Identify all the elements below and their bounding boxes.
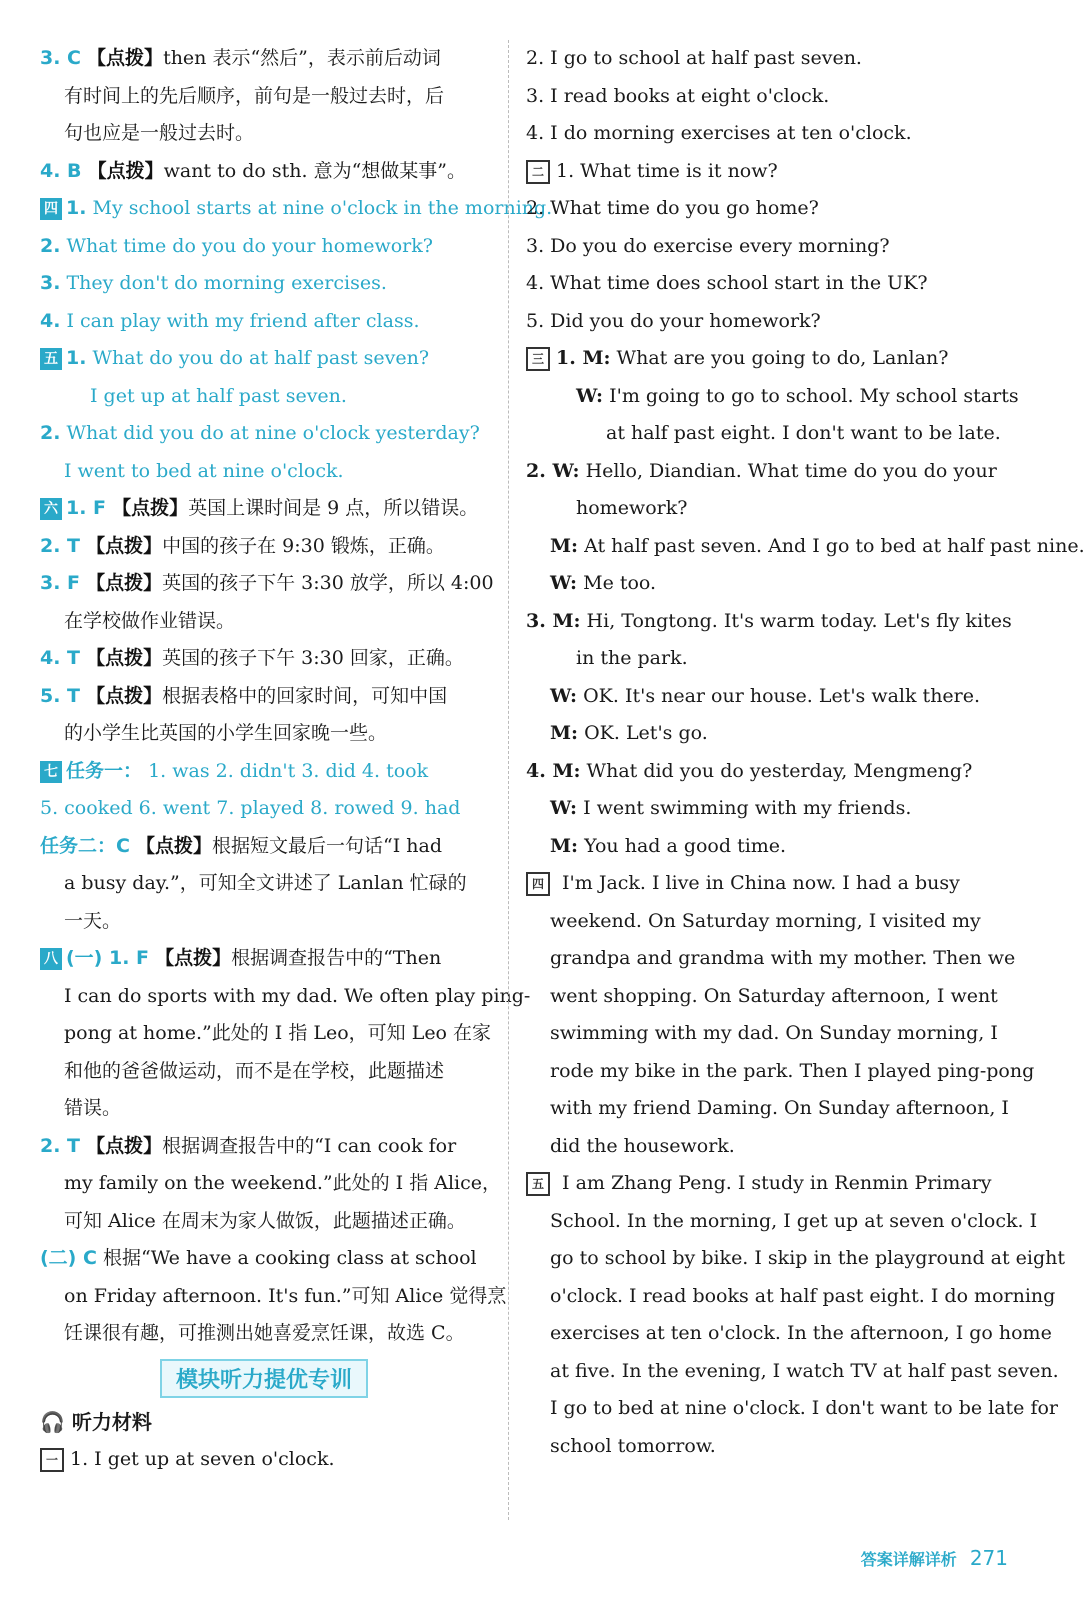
line-text: Hello, Diandian. What time do you do your [585, 459, 997, 482]
speaker-label: W: [550, 572, 578, 594]
line-text: 3. I read books at eight o'clock. [526, 84, 830, 107]
line-text: What are you going to do, Lanlan? [616, 347, 949, 369]
line-text: at half past eight. I don't want to be late. [606, 422, 1001, 444]
text-line [526, 40, 974, 78]
hint-tag: 【点拨】 [136, 834, 213, 857]
line-text: then 表示“然后”，表示前后动词 [163, 47, 441, 69]
line-text: What do you do at half past seven? [92, 347, 430, 369]
text-line [526, 903, 981, 941]
text-line [40, 1128, 490, 1166]
banner-wrap [40, 1353, 490, 1404]
line-text: 和他的爸爸做运动，而不是在学校，此题描述 [64, 1059, 445, 1082]
line-text: go to school by bike. I skip in the playground at eight [550, 1247, 1066, 1269]
right-column [526, 40, 1085, 1465]
text-line [40, 1278, 507, 1316]
item-number: 1. [66, 197, 87, 219]
text-line [526, 1278, 1056, 1316]
line-text: They don't do morning exercises. [66, 272, 387, 294]
headphones-icon: 🎧 [40, 1409, 65, 1434]
text-line [40, 265, 490, 303]
footer-label: 答案详解详析 [860, 1550, 957, 1569]
section-marker: 六 [40, 498, 62, 520]
text-line [526, 865, 974, 903]
page-footer [861, 1546, 1008, 1570]
text-line [526, 1315, 1052, 1353]
line-text: o'clock. I read books at half past eight. I do morning [550, 1284, 1056, 1307]
line-text: 中国的孩子在 9:30 锻炼，正确。 [162, 534, 445, 557]
text-line [40, 940, 490, 978]
text-line [526, 940, 1016, 978]
line-text: 根据调查报告中的“Then [231, 947, 442, 969]
line-text: 1. I get up at seven o'clock. [70, 1448, 335, 1470]
section-marker: 五 [526, 1172, 550, 1196]
line-text: 2. I go to school at half past seven. [526, 47, 862, 69]
page-number: 271 [969, 1546, 1008, 1570]
left-column [40, 40, 553, 1479]
line-text: 的小学生比英国的小学生回家晚一些。 [64, 722, 388, 744]
listening-heading [40, 1404, 490, 1442]
line-text: Hi, Tongtong. It's warm today. Let's fly kites [586, 609, 1012, 632]
section-marker: 二 [526, 160, 550, 184]
speaker-label: M: [550, 534, 579, 557]
text-line [40, 490, 490, 528]
line-text: I went to bed at nine o'clock. [64, 459, 344, 482]
text-line [526, 640, 974, 678]
line-text: 5. Did you do your homework? [526, 309, 821, 332]
line-text: 错误。 [64, 1097, 122, 1119]
item-number: 任务一： [66, 759, 143, 782]
text-line [526, 78, 974, 116]
text-line [526, 603, 1012, 641]
item-number: 3. F [40, 572, 81, 594]
text-line [40, 1315, 490, 1353]
item-number: 1. [66, 347, 87, 369]
text-line [40, 378, 490, 416]
speaker-label: M: [550, 834, 579, 857]
text-line [526, 528, 1085, 566]
text-line [526, 1165, 992, 1203]
section-marker: 五 [40, 348, 62, 370]
line-text: went shopping. On Saturday afternoon, I went [550, 984, 998, 1007]
line-text: 根据表格中的回家时间，可知中国 [162, 684, 448, 707]
text-line [526, 565, 974, 603]
line-text: did the housework. [550, 1134, 735, 1157]
text-line [40, 340, 490, 378]
line-text: School. In the morning, I get up at seven o'clock. I [550, 1209, 1038, 1232]
text-line [526, 115, 974, 153]
speaker-label: W: [550, 684, 578, 707]
text-line [526, 303, 974, 341]
text-line [40, 715, 490, 753]
line-text: I'm going to go to school. My school starts [609, 384, 1019, 407]
listening-heading-text: 听力材料 [71, 1409, 152, 1434]
text-line [526, 753, 974, 791]
text-line [526, 1428, 974, 1466]
text-line [526, 828, 974, 866]
line-text: I go to bed at nine o'clock. I don't want to be late for [550, 1397, 1059, 1419]
line-text: OK. It's near our house. Let's walk there. [583, 684, 981, 707]
text-line [40, 790, 490, 828]
text-line [526, 678, 981, 716]
line-text: 根据短文最后一句话“I had [212, 834, 443, 857]
hint-tag: 【点拨】 [86, 534, 163, 557]
line-text: 英国的孩子下午 3:30 放学，所以 4:00 [162, 572, 494, 594]
text-line [526, 228, 974, 266]
line-text: I get up at half past seven. [90, 384, 347, 407]
line-text: You had a good time. [584, 834, 787, 857]
text-line [40, 865, 490, 903]
text-line [526, 1353, 1059, 1391]
text-line [40, 1441, 490, 1479]
line-text: weekend. On Saturday morning, I visited my [550, 909, 981, 932]
line-text: What did you do yesterday, Mengmeng? [586, 759, 973, 782]
hint-tag: 【点拨】 [112, 497, 189, 519]
text-line [40, 78, 490, 116]
column-divider [508, 40, 509, 1520]
line-text: I can do sports with my dad. We often play ping- [64, 984, 531, 1007]
text-line [40, 1053, 490, 1091]
text-line [526, 153, 974, 191]
text-line [526, 1053, 1035, 1091]
text-line [40, 190, 553, 228]
speaker-label: W: [576, 384, 604, 407]
hint-tag: 【点拨】 [155, 947, 232, 969]
text-line [40, 415, 490, 453]
text-line [526, 378, 1019, 416]
text-line [40, 1240, 490, 1278]
line-text: 1. was 2. didn't 3. did 4. took [148, 759, 429, 782]
line-text: 在学校做作业错误。 [64, 609, 236, 632]
text-line [526, 490, 974, 528]
line-text: I'm Jack. I live in China now. I had a busy [556, 872, 960, 894]
speaker-label: 1. M: [556, 347, 611, 369]
text-line [40, 1203, 490, 1241]
line-text: 5. cooked 6. went 7. played 8. rowed 9. had [40, 797, 461, 819]
item-number: 4. T [40, 647, 81, 669]
line-text: my family on the weekend.”此处的 I 指 Alice， [64, 1172, 502, 1194]
line-text: What time do you do your homework? [66, 234, 433, 257]
item-number: 3. [40, 272, 61, 294]
speaker-label: W: [550, 797, 578, 819]
text-line [40, 115, 490, 153]
hint-tag: 【点拨】 [86, 1134, 163, 1157]
line-text: 一天。 [64, 909, 122, 932]
line-text: pong at home.”此处的 I 指 Leo，可知 Leo 在家 [64, 1022, 492, 1044]
line-text: homework? [576, 497, 688, 519]
line-text: OK. Let's go. [584, 722, 708, 744]
text-line [526, 1090, 1009, 1128]
item-number: 4. [40, 309, 61, 332]
speaker-label: 4. M: [526, 759, 581, 782]
speaker-label: M: [550, 722, 579, 744]
hint-tag: 【点拨】 [86, 684, 163, 707]
text-line [40, 978, 531, 1016]
line-text: 1. What time is it now? [556, 159, 778, 182]
line-text: with my friend Daming. On Sunday afternoon, I [550, 1097, 1009, 1119]
line-text: I can play with my friend after class. [66, 309, 420, 332]
section-marker: 七 [40, 761, 62, 783]
speaker-label: 2. W: [526, 459, 580, 482]
hint-tag: 【点拨】 [86, 647, 163, 669]
line-text: 4. I do morning exercises at ten o'clock. [526, 122, 912, 144]
text-line [526, 190, 974, 228]
line-text: grandpa and grandma with my mother. Then we [550, 947, 1016, 969]
hint-tag: 【点拨】 [86, 572, 163, 594]
item-number: 4. B [40, 159, 82, 182]
speaker-label: 3. M: [526, 609, 581, 632]
text-line [526, 1390, 1059, 1428]
text-line [526, 1128, 974, 1166]
text-line [526, 265, 974, 303]
line-text: a busy day.”，可知全文讲述了 Lanlan 忙碌的 [64, 872, 467, 894]
text-line [40, 303, 490, 341]
item-number: 5. T [40, 684, 81, 707]
line-text: 可知 Alice 在周末为家人做饭，此题描述正确。 [64, 1209, 466, 1232]
line-text: I went swimming with my friends. [583, 797, 912, 819]
text-line [526, 1240, 1066, 1278]
text-line [526, 1203, 1038, 1241]
line-text: At half past seven. And I go to bed at half past nine. [584, 534, 1085, 557]
text-line [40, 453, 490, 491]
line-text: in the park. [576, 647, 688, 669]
item-number: (二) C [40, 1247, 97, 1269]
text-line [40, 528, 490, 566]
text-line [40, 678, 490, 716]
line-text: 有时间上的先后顺序，前句是一般过去时，后 [64, 84, 445, 107]
section-marker: 四 [526, 872, 550, 896]
section-marker: 一 [40, 1448, 64, 1472]
text-line [40, 603, 490, 641]
text-line [526, 453, 997, 491]
line-text: 根据调查报告中的“I can cook for [162, 1134, 457, 1157]
item-number: 2. [40, 422, 61, 444]
text-line [526, 715, 974, 753]
item-number: 2. [40, 234, 61, 257]
text-line [40, 753, 490, 791]
text-line [40, 40, 490, 78]
line-text: 饪课很有趣，可推测出她喜爱烹饪课，故选 C。 [64, 1322, 465, 1344]
text-line [40, 1015, 490, 1053]
text-line [526, 415, 1001, 453]
line-text: rode my bike in the park. Then I played ping-pong [550, 1059, 1035, 1082]
line-text: I am Zhang Peng. I study in Renmin Primary [556, 1172, 992, 1194]
line-text: My school starts at nine o'clock in the morning. [92, 197, 553, 219]
line-text: 英国上课时间是 9 点，所以错误。 [188, 497, 479, 519]
line-text: on Friday afternoon. It's fun.”可知 Alice 觉得烹 [64, 1284, 507, 1307]
hint-tag: 【点拨】 [87, 47, 164, 69]
text-line [526, 340, 974, 378]
line-text: Me too. [583, 572, 657, 594]
section-banner: 模块听力提优专训 [160, 1359, 368, 1398]
item-number: 3. C [40, 47, 81, 69]
text-line [526, 790, 974, 828]
section-marker: 四 [40, 198, 62, 220]
item-number: (一) 1. F [66, 947, 150, 969]
line-text: 句也应是一般过去时。 [64, 122, 255, 144]
line-text: want to do sth. 意为“想做某事”。 [163, 159, 466, 182]
line-text: school tomorrow. [550, 1434, 716, 1457]
text-line [40, 903, 490, 941]
line-text: exercises at ten o'clock. In the afternoon, I go home [550, 1322, 1052, 1344]
line-text: at five. In the evening, I watch TV at half past seven. [550, 1359, 1059, 1382]
item-number: 任务二：C [40, 834, 130, 857]
line-text: 英国的孩子下午 3:30 回家，正确。 [162, 647, 464, 669]
line-text: 根据“We have a cooking class at school [102, 1247, 477, 1269]
item-number: 1. F [66, 497, 107, 519]
text-line [40, 228, 490, 266]
item-number: 2. T [40, 1134, 81, 1157]
text-line [40, 1165, 502, 1203]
text-line [40, 153, 490, 191]
text-line [40, 1090, 490, 1128]
line-text: What did you do at nine o'clock yesterday? [66, 422, 480, 444]
section-marker: 八 [40, 948, 62, 970]
hint-tag: 【点拨】 [87, 159, 164, 182]
text-line [526, 1015, 998, 1053]
line-text: 3. Do you do exercise every morning? [526, 234, 890, 257]
item-number: 2. T [40, 534, 81, 557]
section-marker: 三 [526, 347, 550, 371]
text-line [40, 565, 494, 603]
line-text: 4. What time does school start in the UK? [526, 272, 928, 294]
line-text: 2. What time do you go home? [526, 197, 819, 219]
text-line [40, 640, 490, 678]
text-line [526, 978, 998, 1016]
text-line [40, 828, 490, 866]
line-text: swimming with my dad. On Sunday morning, I [550, 1022, 998, 1044]
